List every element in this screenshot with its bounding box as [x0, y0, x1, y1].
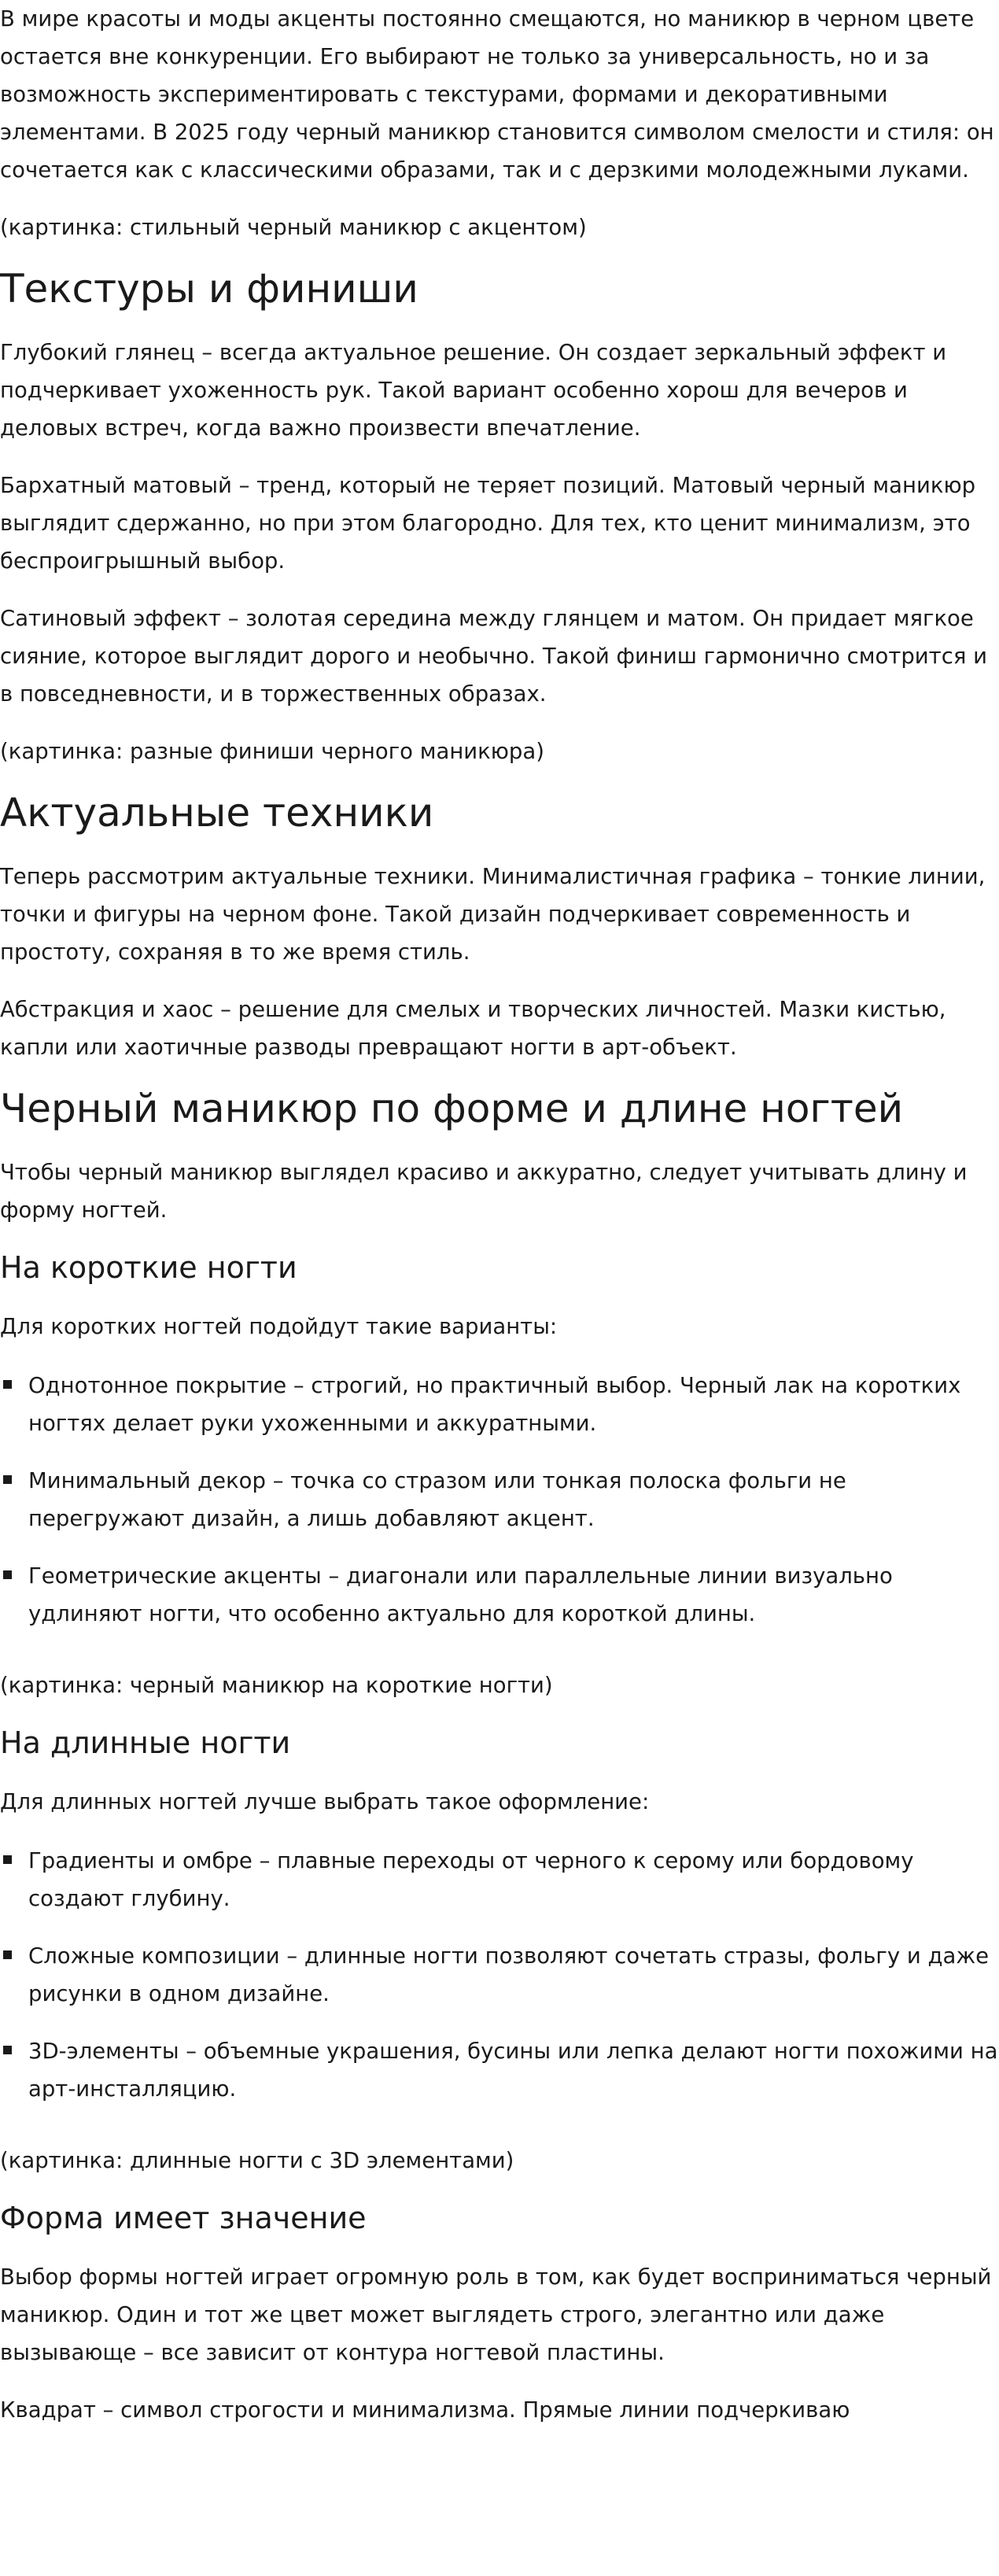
list-item-text: Градиенты и омбре – плавные переходы от черного к серому или бордовому создают глубину. [28, 1848, 914, 1911]
textures-paragraph-1: Глубокий глянец – всегда актуальное решение. Он создает зеркальный эффект и подчеркивает ухоженность рук. Такой вариант особенно хорош для вечеров и деловых встреч, когда важно произвести впечатление. [0, 340, 947, 441]
list-item-text: 3D-элементы – объемные украшения, бусины или лепка делают ногти похожими на арт-инсталляцию. [28, 2039, 998, 2102]
bullet-marker [3, 2046, 12, 2054]
subheading-short-nails: На короткие ногти [0, 1250, 297, 1285]
subheading-form: Форма имеет значение [0, 2201, 367, 2235]
subheading-long-nails: На длинные ногти [0, 1725, 291, 1760]
section-heading-techniques: Актуальные техники [0, 790, 434, 836]
list-item-text: Минимальный декор – точка со стразом или тонкая полоска фольги не перегружают дизайн, а лишь добавляют акцент. [28, 1468, 846, 1531]
bullet-marker [3, 1380, 12, 1389]
section-heading-shape-length: Черный маникюр по форме и длине ногтей [0, 1086, 904, 1131]
textures-paragraph-3: Сатиновый эффект – золотая середина между глянцем и матом. Он придает мягкое сияние, которое выглядит дорого и необычно. Такой финиш гармонично смотрится и в повседневности, и в торжественных образах. [0, 606, 987, 707]
image-caption: (картинка: черный маникюр на короткие ногти) [0, 1673, 553, 1698]
techniques-paragraph-2: Абстракция и хаос – решение для смелых и творческих личностей. Мазки кистью, капли или хаотичные разводы превращают ногти в арт-объект. [0, 997, 946, 1060]
image-caption: (картинка: разные финиши черного маникюра) [0, 739, 544, 764]
list-item-text: Однотонное покрытие – строгий, но практичный выбор. Черный лак на коротких ногтях делает руки ухоженными и аккуратными. [28, 1373, 961, 1436]
long-nails-list [0, 1842, 999, 2108]
form-paragraph-cut: Квадрат – символ строгости и минимализма. Прямые линии подчеркиваю [0, 2397, 850, 2423]
list-item [0, 1842, 999, 1917]
short-nails-intro: Для коротких ногтей подойдут такие варианты: [0, 1314, 558, 1339]
list-item [0, 1937, 999, 2013]
bullet-marker [3, 1570, 12, 1579]
intro-paragraph: В мире красоты и моды акценты постоянно смещаются, но маникюр в черном цвете остается вне конкуренции. Его выбирают не только за универсальность, но и за возможность экспериментировать с текстурами, формами и декоративными элементами. В 2025 году черный маникюр становится символом смелости и стиля: он сочетается как с классическими образами, так и с дерзкими молодежными луками. [0, 6, 994, 183]
bullet-marker [3, 1475, 12, 1484]
techniques-paragraph-1: Теперь рассмотрим актуальные техники. Минималистичная графика – тонкие линии, точки и фигуры на черном фоне. Такой дизайн подчеркивает современность и простоту, сохраняя в то же время стиль. [0, 864, 986, 965]
bullet-marker [3, 1950, 12, 1959]
list-item [0, 2032, 999, 2108]
bullet-marker [3, 1855, 12, 1864]
list-item-text: Сложные композиции – длинные ногти позволяют сочетать стразы, фольгу и даже рисунки в одном дизайне. [28, 1943, 990, 2006]
long-nails-intro: Для длинных ногтей лучше выбрать такое оформление: [0, 1789, 650, 1814]
image-caption: (картинка: длинные ногти с 3D элементами) [0, 2148, 514, 2173]
list-item [0, 1557, 999, 1633]
short-nails-list [0, 1367, 999, 1633]
list-item-text: Геометрические акценты – диагонали или параллельные линии визуально удлиняют ногти, что особенно актуально для короткой длины. [28, 1563, 893, 1626]
list-item [0, 1367, 999, 1442]
shape-length-paragraph: Чтобы черный маникюр выглядел красиво и аккуратно, следует учитывать длину и форму ногтей. [0, 1160, 968, 1223]
textures-paragraph-2: Бархатный матовый – тренд, который не теряет позиций. Матовый черный маникюр выглядит сдержанно, но при этом благородно. Для тех, кто ценит минимализм, это беспроигрышный выбор. [0, 473, 976, 574]
image-caption: (картинка: стильный черный маникюр с акцентом) [0, 215, 587, 240]
form-paragraph: Выбор формы ногтей играет огромную роль в том, как будет восприниматься черный маникюр. Один и тот же цвет может выглядеть строго, элегантно или даже вызывающе – все зависит от контура ногтевой пластины. [0, 2264, 992, 2365]
section-heading-textures: Текстуры и финиши [0, 266, 418, 312]
list-item [0, 1462, 999, 1537]
